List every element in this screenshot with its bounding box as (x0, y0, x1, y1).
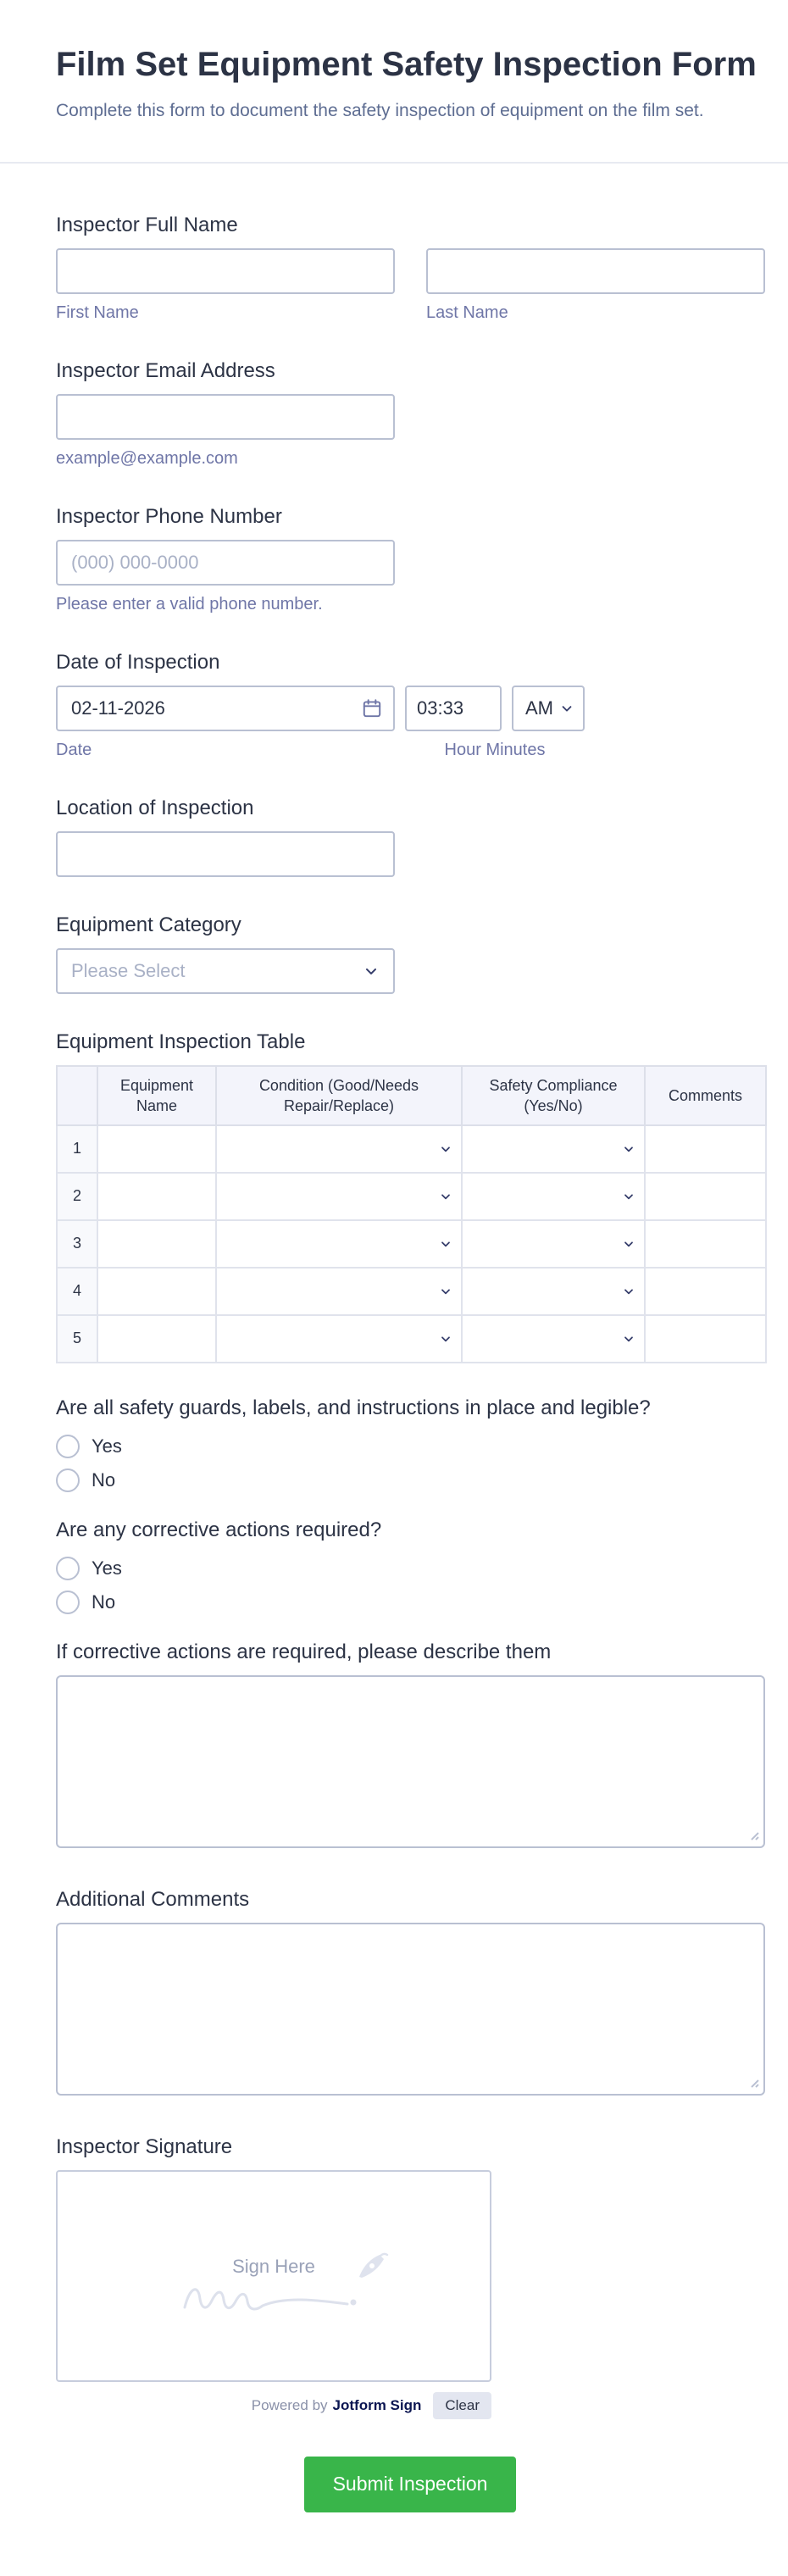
category-label: Equipment Category (56, 913, 241, 936)
safety-compliance-select-cell[interactable] (462, 1173, 645, 1220)
field-equipment-table (56, 1030, 764, 1363)
date-sublabels (56, 740, 764, 760)
field-equipment-category (56, 913, 764, 994)
chevron-down-icon (622, 1332, 635, 1346)
safety-compliance-select-cell[interactable] (462, 1268, 645, 1315)
submit-row (56, 2457, 764, 2526)
row-number: 4 (57, 1268, 97, 1315)
chevron-down-icon (439, 1142, 452, 1156)
meridiem-select[interactable] (512, 686, 585, 731)
chevron-down-icon (622, 1190, 635, 1203)
condition-select-cell[interactable] (216, 1315, 462, 1363)
date-sublabel: Date (56, 740, 92, 759)
last-name-input[interactable] (426, 248, 765, 294)
field-safety-guards-question (56, 1396, 764, 1492)
table-row (57, 1268, 766, 1315)
phone-sublabel: Please enter a valid phone number. (56, 594, 323, 613)
equipment-name-cell[interactable] (97, 1220, 216, 1268)
equipment-name-cell[interactable] (97, 1268, 216, 1315)
phone-input[interactable] (56, 540, 395, 586)
clear-signature-button[interactable]: Clear (433, 2392, 491, 2419)
condition-select-cell[interactable] (216, 1220, 462, 1268)
first-name-input[interactable] (56, 248, 395, 294)
signature-pad[interactable] (56, 2170, 491, 2382)
row-number: 1 (57, 1125, 97, 1173)
jotform-sign-brand: Jotform Sign (332, 2396, 422, 2413)
email-label: Inspector Email Address (56, 358, 275, 382)
phone-label: Inspector Phone Number (56, 504, 282, 528)
equipment-name-cell[interactable] (97, 1173, 216, 1220)
form-title: Film Set Equipment Safety Inspection Form (56, 46, 757, 83)
corrective-actions-question-label: Are any corrective actions required? (56, 1518, 382, 1541)
location-input[interactable] (56, 831, 395, 877)
chevron-down-icon (439, 1237, 452, 1251)
equipment-category-select[interactable] (56, 948, 395, 994)
equipment-name-cell[interactable] (97, 1315, 216, 1363)
row-number: 2 (57, 1173, 97, 1220)
last-name-sublabel: Last Name (426, 303, 508, 322)
submit-button[interactable]: Submit Inspection (304, 2457, 517, 2512)
last-name-group (426, 248, 765, 323)
safety-guards-question-label: Are all safety guards, labels, and instructions in place and legible? (56, 1396, 651, 1419)
full-name-inputs (56, 248, 765, 323)
chevron-down-icon (622, 1237, 635, 1251)
table-row (57, 1220, 766, 1268)
chevron-down-icon (559, 701, 574, 716)
date-label: Date of Inspection (56, 650, 220, 674)
table-row (57, 1125, 766, 1173)
email-input[interactable] (56, 394, 395, 440)
row-number: 3 (57, 1220, 97, 1268)
safety-compliance-select-cell[interactable] (462, 1315, 645, 1363)
field-inspector-phone (56, 504, 764, 614)
resize-handle-icon[interactable] (746, 2075, 760, 2089)
form-header (0, 0, 788, 123)
comments-cell[interactable] (645, 1125, 766, 1173)
additional-comments-wrap (56, 1923, 765, 2096)
field-additional-comments (56, 1887, 764, 2096)
radio-button[interactable] (56, 1557, 80, 1580)
first-name-group (56, 248, 395, 323)
safety-compliance-select-cell[interactable] (462, 1220, 645, 1268)
safety-guards-option-no[interactable] (56, 1468, 764, 1492)
table-row (57, 1173, 766, 1220)
corrective-actions-option-no[interactable] (56, 1591, 764, 1614)
table-row (57, 1315, 766, 1363)
radio-option-label: No (92, 1591, 116, 1613)
field-corrective-actions-question (56, 1518, 764, 1614)
additional-comments-label: Additional Comments (56, 1887, 250, 1911)
col-header-comments: Comments (645, 1066, 766, 1125)
corrective-actions-option-yes[interactable] (56, 1557, 764, 1580)
col-header-equipment-name: Equipment Name (97, 1066, 216, 1125)
safety-guards-option-yes[interactable] (56, 1435, 764, 1458)
first-name-sublabel: First Name (56, 303, 139, 322)
powered-by-text: Powered by (251, 2396, 328, 2413)
chevron-down-icon (363, 963, 380, 980)
chevron-down-icon (439, 1285, 452, 1298)
table-corner-cell (57, 1066, 97, 1125)
radio-option-label: Yes (92, 1557, 122, 1579)
corrective-description-label: If corrective actions are required, please describe them (56, 1640, 552, 1663)
equipment-inspection-table (56, 1065, 767, 1363)
comments-cell[interactable] (645, 1315, 766, 1363)
chevron-down-icon (622, 1142, 635, 1156)
form-subtitle: Complete this form to document the safety inspection of equipment on the film set. (56, 100, 704, 120)
radio-button[interactable] (56, 1468, 80, 1492)
equipment-name-cell[interactable] (97, 1125, 216, 1173)
email-sublabel: example@example.com (56, 448, 238, 468)
field-date-of-inspection (56, 650, 764, 760)
condition-select-cell[interactable] (216, 1173, 462, 1220)
date-time-row (56, 686, 764, 731)
comments-cell[interactable] (645, 1220, 766, 1268)
full-name-label: Inspector Full Name (56, 213, 238, 236)
condition-select-cell[interactable] (216, 1268, 462, 1315)
field-inspector-signature (56, 2135, 764, 2419)
date-input-wrap (56, 686, 395, 731)
chevron-down-icon (439, 1190, 452, 1203)
field-location (56, 796, 764, 877)
field-inspector-email (56, 358, 764, 469)
resize-handle-icon[interactable] (746, 1828, 760, 1841)
radio-button[interactable] (56, 1435, 80, 1458)
col-header-safety-compliance: Safety Compliance (Yes/No) (462, 1066, 645, 1125)
signature-footer (56, 2392, 491, 2419)
safety-compliance-select-cell[interactable] (462, 1125, 645, 1173)
row-number: 5 (57, 1315, 97, 1363)
table-label: Equipment Inspection Table (56, 1030, 306, 1053)
corrective-description-textarea[interactable] (56, 1675, 765, 1848)
date-input[interactable] (56, 686, 395, 731)
radio-option-label: No (92, 1468, 116, 1491)
condition-select-cell[interactable] (216, 1125, 462, 1173)
chevron-down-icon (622, 1285, 635, 1298)
category-placeholder: Please Select (71, 959, 186, 981)
chevron-down-icon (439, 1332, 452, 1346)
table-header-row (57, 1066, 766, 1125)
signature-squiggle-decoration (181, 2273, 359, 2323)
signature-label: Inspector Signature (56, 2135, 233, 2158)
signature-placeholder: Sign Here (232, 2255, 315, 2277)
field-inspector-full-name (56, 213, 764, 323)
corrective-description-wrap (56, 1675, 765, 1848)
meridiem-value: AM (525, 697, 553, 719)
form-fields (0, 164, 788, 2526)
time-sublabel: Hour Minutes (444, 740, 546, 759)
radio-button[interactable] (56, 1591, 80, 1614)
additional-comments-textarea[interactable] (56, 1923, 765, 2096)
col-header-condition: Condition (Good/Needs Repair/Replace) (216, 1066, 462, 1125)
time-input[interactable] (405, 686, 502, 731)
field-corrective-description (56, 1640, 764, 1848)
comments-cell[interactable] (645, 1173, 766, 1220)
calendar-icon[interactable] (361, 697, 383, 719)
comments-cell[interactable] (645, 1268, 766, 1315)
radio-option-label: Yes (92, 1435, 122, 1457)
location-label: Location of Inspection (56, 796, 254, 819)
pen-nib-icon (356, 2251, 390, 2280)
